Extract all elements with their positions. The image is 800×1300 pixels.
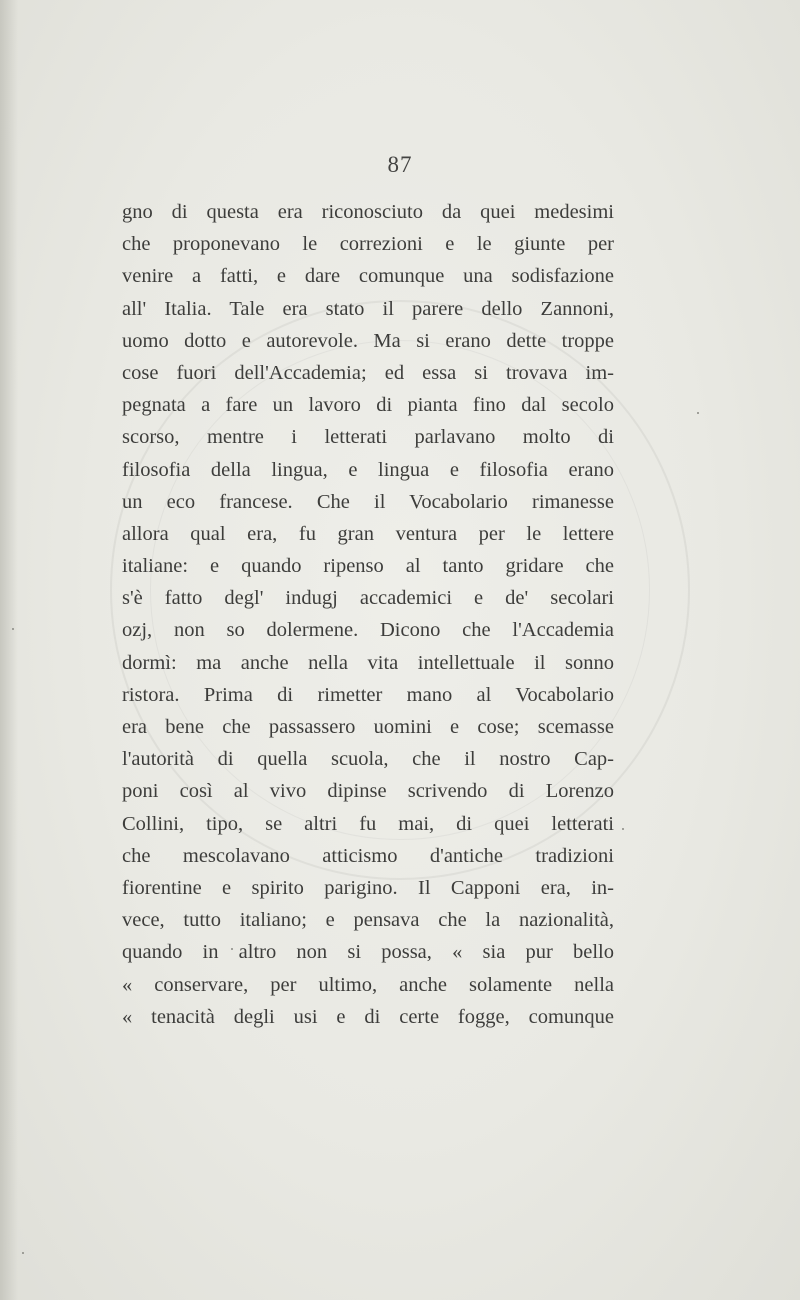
text-line: ozj, non so dolermene. Dicono che l'Accademia	[122, 619, 614, 642]
paper-speck	[22, 1252, 24, 1254]
text-line: l'autorità di quella scuola, che il nostro Cap-	[122, 748, 614, 771]
page-edge-shadow	[0, 0, 18, 1300]
text-line: pegnata a fare un lavoro di pianta fino dal secolo	[122, 394, 614, 417]
text-line: un eco francese. Che il Vocabolario rimanesse	[122, 490, 614, 513]
text-line: italiane: e quando ripenso al tanto gridare che	[122, 555, 614, 578]
text-line: « conservare, per ultimo, anche solamente nella	[122, 973, 614, 996]
text-line: Collini, tipo, se altri fu mai, di quei letterati	[122, 812, 614, 835]
text-line: vece, tutto italiano; e pensava che la nazionalità,	[122, 909, 614, 932]
text-line: che mescolavano atticismo d'antiche tradizioni	[122, 844, 614, 867]
text-line: fiorentine e spirito parigino. Il Capponi era, in-	[122, 876, 614, 899]
text-line: scorso, mentre i letterati parlavano molto di	[122, 426, 614, 449]
text-line: venire a fatti, e dare comunque una sodisfazione	[122, 265, 614, 288]
text-line: s'è fatto degl' indugj accademici e de' secolari	[122, 587, 614, 610]
text-line: allora qual era, fu gran ventura per le lettere	[122, 522, 614, 545]
text-line: dormì: ma anche nella vita intellettuale il sonno	[122, 651, 614, 674]
text-line: cose fuori dell'Accademia; ed essa si trovava im-	[122, 361, 614, 384]
paper-speck	[697, 412, 699, 414]
paper-speck	[12, 628, 14, 630]
text-line: filosofia della lingua, e lingua e filosofia erano	[122, 458, 614, 481]
text-line: gno di questa era riconosciuto da quei medesimi	[122, 201, 614, 223]
text-line: ristora. Prima di rimetter mano al Vocabolario	[122, 683, 614, 706]
paper-speck	[622, 828, 624, 830]
text-line: uomo dotto e autorevole. Ma si erano dette troppe	[122, 329, 614, 352]
page-number: 87	[387, 152, 413, 177]
text-line: all' Italia. Tale era stato il parere dello Zannoni,	[122, 297, 614, 320]
text-line: era bene che passassero uomini e cose; scemasse	[122, 716, 614, 738]
text-line: che proponevano le correzioni e le giunte per	[122, 233, 614, 256]
text-line: poni così al vivo dipinse scrivendo di Lorenzo	[122, 780, 614, 803]
text-line: quando in altro non si possa, « sia pur bello	[122, 941, 614, 964]
body-text	[122, 196, 614, 1033]
text-line: « tenacità degli usi e di certe fogge, comunque	[122, 1005, 614, 1028]
